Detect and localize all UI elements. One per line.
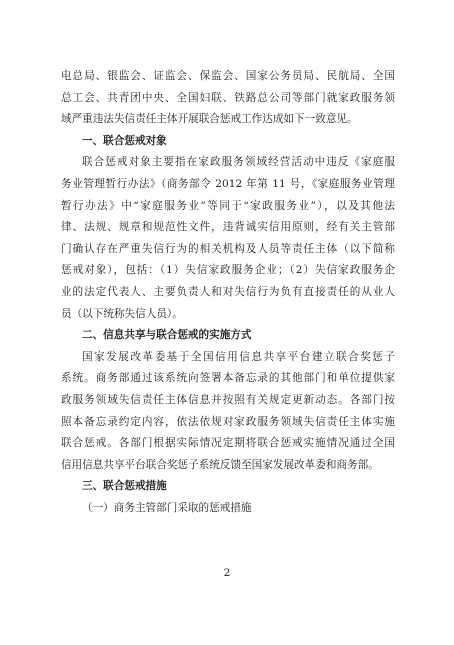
paragraph-line: 门确认存在严重失信行为的相关机构及人员等责任主体（以下简称 <box>61 242 395 255</box>
paragraph-line: 业的法定代表人、主要负责人和对失信行为负有直接责任的从业人 <box>61 285 395 298</box>
subsection-heading: （一）商务主管部门采取的惩戒措施 <box>82 501 252 514</box>
page-number: 2 <box>223 567 231 579</box>
paragraph-line: 域严重违法失信责任主体开展联合惩戒工作达成如下一致意见。 <box>61 113 358 126</box>
section-heading: 二、信息共享与联合惩戒的实施方式 <box>82 329 252 342</box>
paragraph-line: 总工会、共青团中央、全国妇联、铁路总公司等部门就家政服务领 <box>61 91 395 104</box>
paragraph-line: 国家发展改革委基于全国信用信息共享平台建立联合奖惩子 <box>82 350 395 363</box>
paragraph-line: 联合惩戒。各部门根据实际情况定期将联合惩戒实施情况通过全国 <box>61 437 395 450</box>
paragraph-line: 暂行办法》中“家庭服务业”等同于“家政服务业”），以及其他法 <box>61 199 395 212</box>
paragraph-line: 律、法规、规章和规范性文件，违背诚实信用原则，经有关主管部 <box>61 221 395 234</box>
paragraph-line: 联合惩戒对象主要指在家政服务领域经营活动中违反《家庭服 <box>82 156 395 169</box>
paragraph-line: 惩戒对象），包括：（1）失信家政服务企业；（2）失信家政服务企 <box>61 264 395 277</box>
paragraph-line: 务业管理暂行办法》（商务部令 2012 年第 11 号，《家庭服务业管理 <box>61 177 395 190</box>
section-heading: 一、联合惩戒对象 <box>82 134 167 147</box>
paragraph-line: 信用信息共享平台联合奖惩子系统反馈至国家发展改革委和商务部。 <box>61 458 379 471</box>
paragraph-line: 系统。商务部通过该系统向签署本备忘录的其他部门和单位提供家 <box>61 372 395 385</box>
section-heading: 三、联合惩戒措施 <box>82 480 167 493</box>
paragraph-line: 电总局、银监会、证监会、保监会、国家公务员局、民航局、全国 <box>61 70 395 82</box>
paragraph-line: 员（以下统称失信人员）。 <box>61 307 183 320</box>
paragraph-line: 照本备忘录约定内容，依法依规对家政服务领域失信责任主体实施 <box>61 415 395 428</box>
body-text <box>61 66 395 519</box>
paragraph-line: 政服务领域失信责任主体信息并按照有关规定更新动态。各部门按 <box>61 393 395 406</box>
